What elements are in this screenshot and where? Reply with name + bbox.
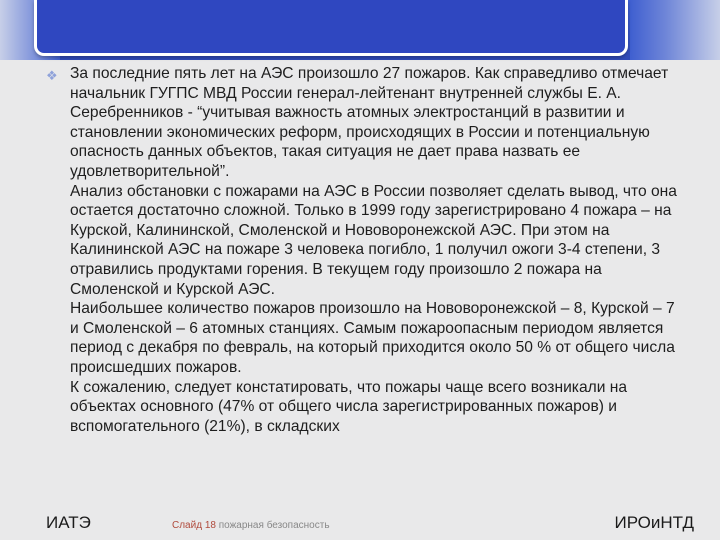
slide-title-box — [34, 0, 628, 56]
paragraph-3: Наибольшее количество пожаров произошло на Нововоронежской – 8, Курской – 7 и Смоленской – 6 атомных станциях. Самым пожароопасным периодом является период с декабря по февраль, на который приходится около 50 % от общего числа происшедших пожаров. — [70, 300, 675, 376]
footer-middle-text: пожарная безопасность — [218, 520, 330, 531]
header-band-right-fade — [630, 0, 720, 60]
footer-left-text: ИАТЭ — [46, 513, 91, 532]
diamond-bullet-icon: ❖ — [46, 69, 58, 84]
slide-content — [46, 64, 686, 534]
footer-middle — [172, 520, 330, 531]
footer-right-text: ИРОиНТД — [614, 513, 694, 532]
paragraph-1: За последние пять лет на АЭС произошло 27 пожаров. Как справедливо отмечает начальник ГУГПС МВД России генерал-лейтенант внутренней службы Е. А. Серебренников - “учитывая важность атомных электростанций в развитии и становлении экономических реформ, происходящих в России и потенциальную опасность данных объектов, такая ситуация не дает права назвать ее удовлетворительной”. — [70, 65, 669, 180]
footer-slide-number: Слайд 18 — [172, 520, 216, 531]
paragraph-2: Анализ обстановки с пожарами на АЭС в России позволяет сделать вывод, что она остается достаточно сложной. Только в 1999 году зарегистрировано 4 пожара – на Курской, Калининской, Смоленской и Нововоронежской АЭС. При этом на Калининской АЭС на пожаре 3 человека погибло, 1 получил ожоги 3-4 степени, 3 отравились продуктами горения. В текущем году произошло 2 пожара на Смоленской и Курской АЭС. — [70, 182, 677, 298]
paragraph-4: К сожалению, следует констатировать, что пожары чаще всего возникали на объектах основного (47% от общего числа зарегистрированных пожаров) и вспомогательного (21%), в складских — [70, 378, 628, 435]
